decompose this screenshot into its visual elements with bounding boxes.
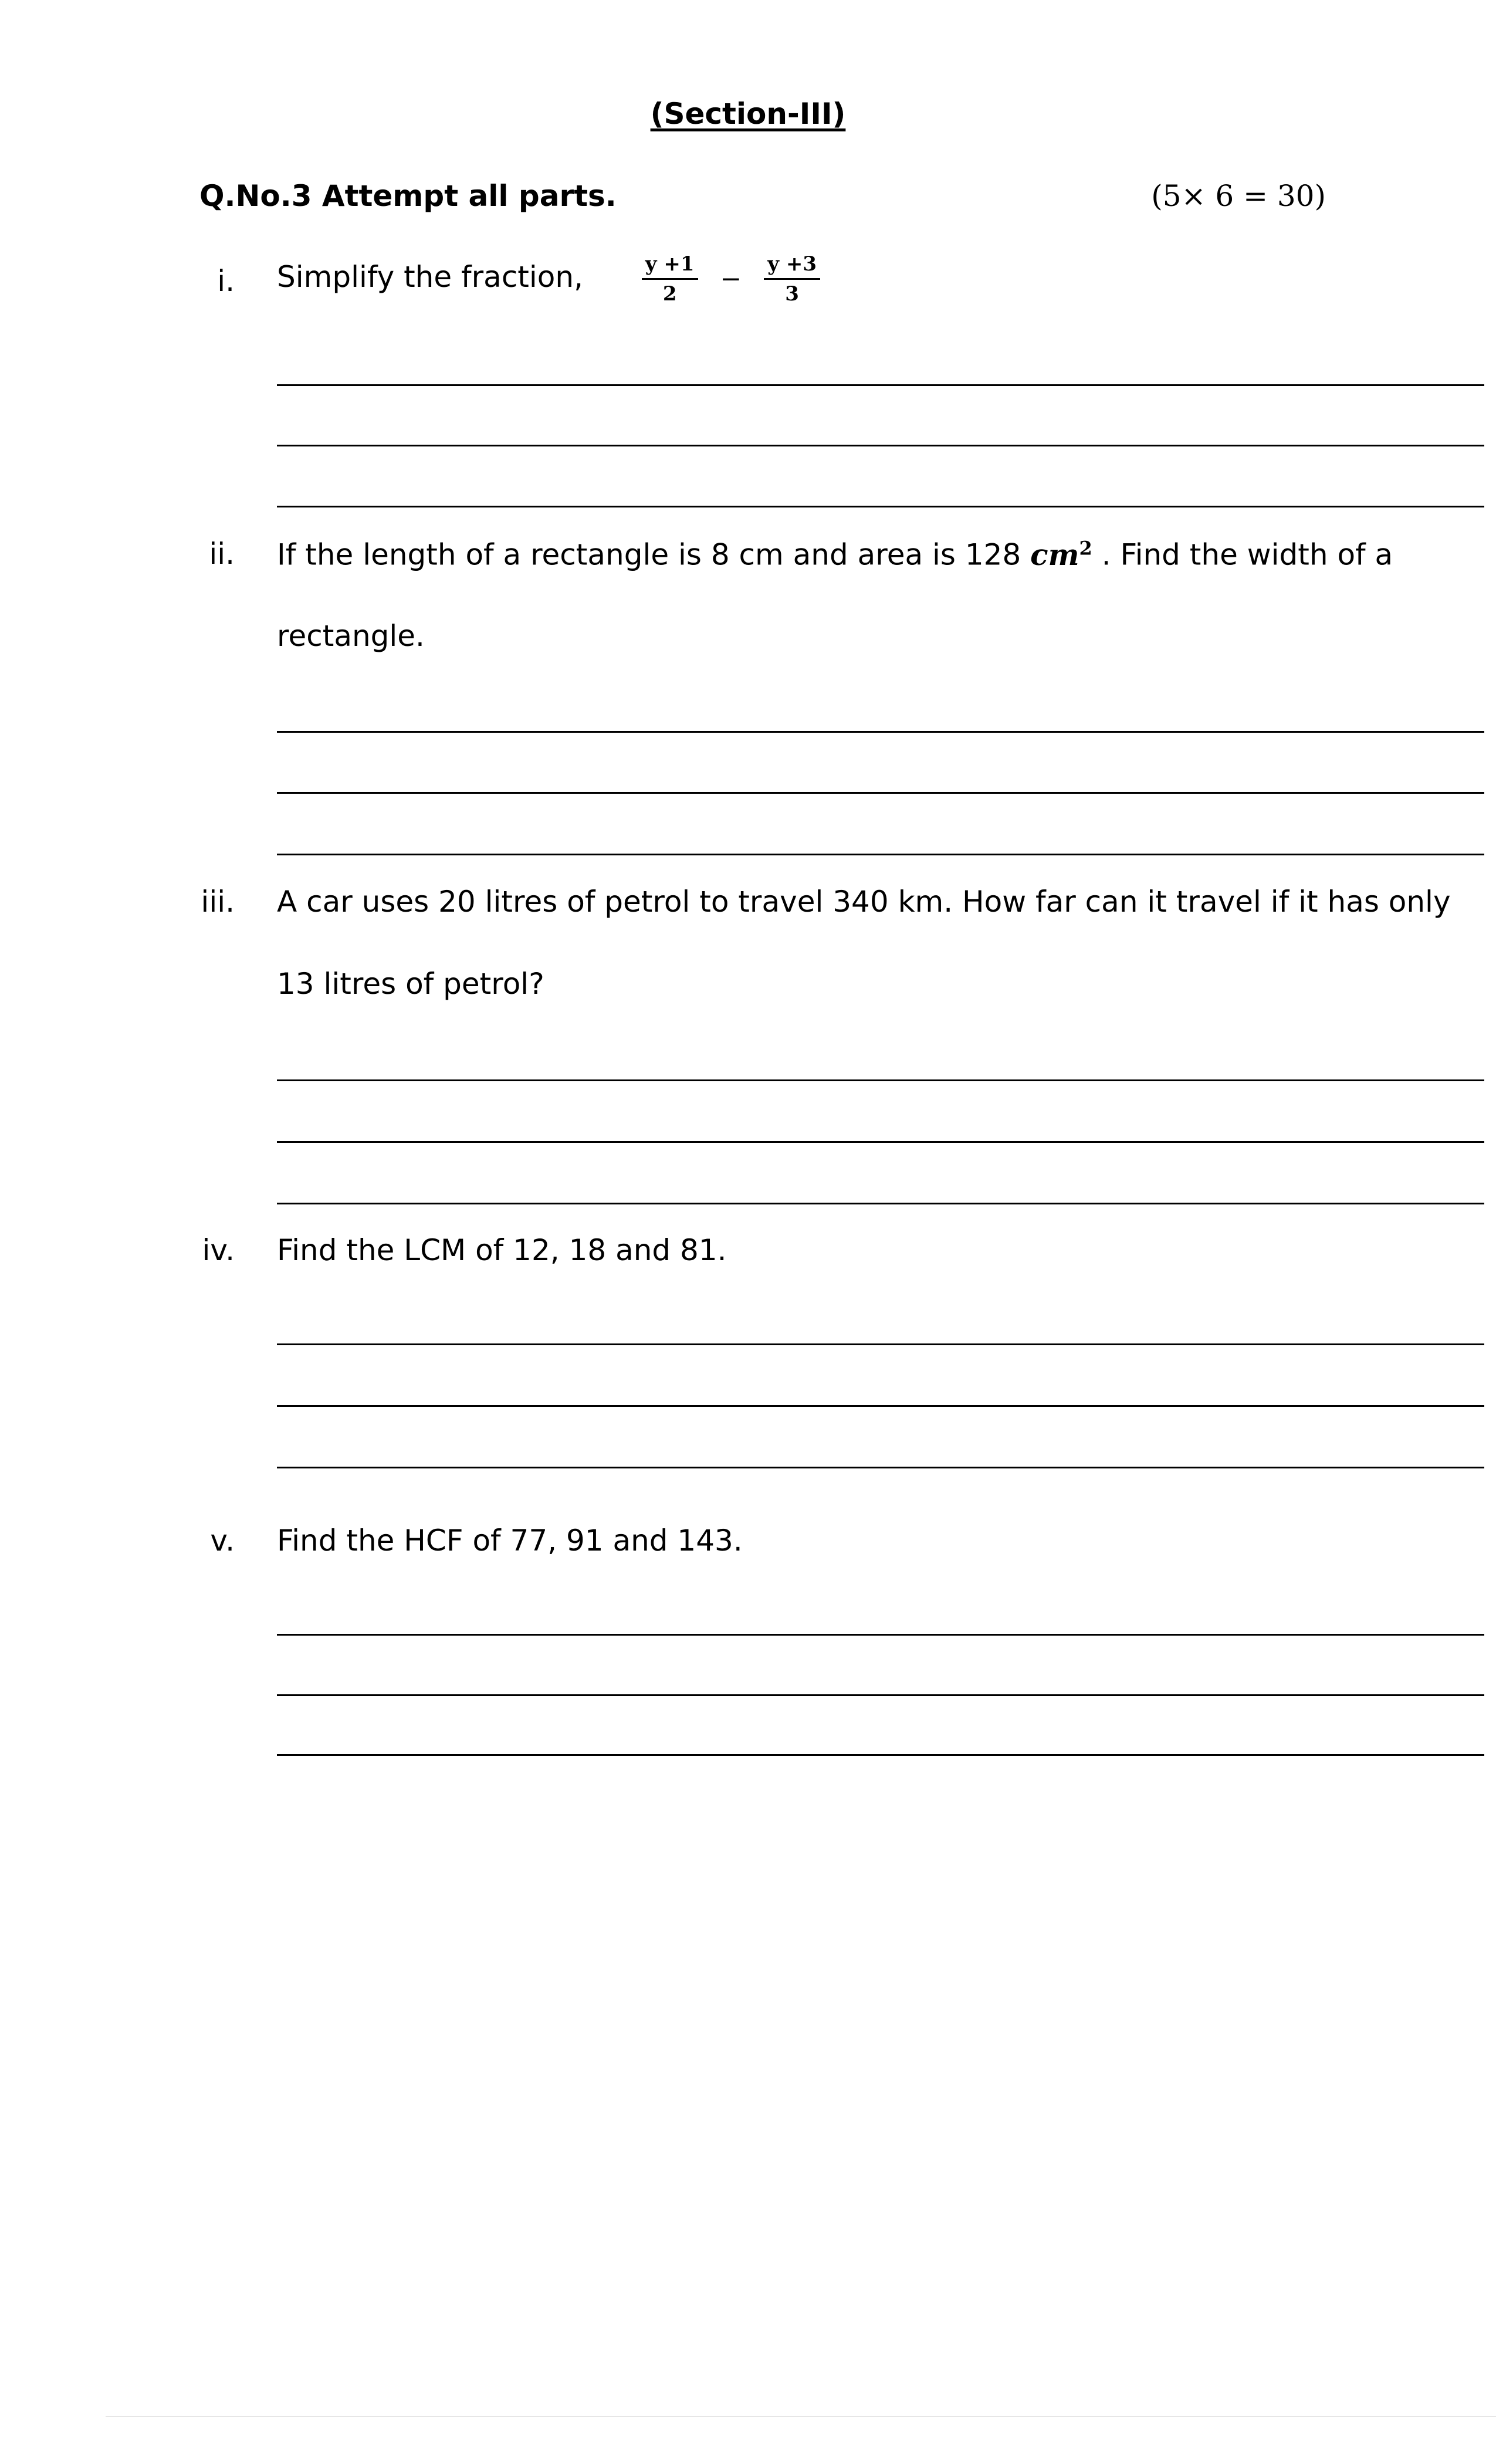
answer-line[interactable] <box>277 1634 1484 1636</box>
part-numeral: ii. <box>209 537 235 571</box>
part-i-question <box>277 252 825 306</box>
part-ii-line-1 <box>277 537 1393 572</box>
answer-line[interactable] <box>277 1467 1484 1468</box>
fraction-one <box>642 252 698 306</box>
answer-line[interactable] <box>277 384 1484 386</box>
answer-line[interactable] <box>277 1343 1484 1345</box>
answer-line[interactable] <box>277 731 1484 733</box>
minus-operator: − <box>720 264 742 294</box>
fraction-two <box>764 252 820 306</box>
fraction-two-numerator: y +3 <box>764 252 820 280</box>
answer-line[interactable] <box>277 1405 1484 1407</box>
part-numeral: i. <box>217 264 235 298</box>
fraction-one-numerator: y +1 <box>642 252 698 280</box>
answer-line[interactable] <box>277 1754 1484 1756</box>
section-title: (Section-III) <box>650 97 846 131</box>
answer-line[interactable] <box>277 445 1484 446</box>
part-numeral: iv. <box>202 1233 235 1267</box>
question-heading: Q.No.3 Attempt all parts. <box>199 179 617 213</box>
marks-allocation: (5× 6 = 30) <box>1151 179 1326 213</box>
answer-line[interactable] <box>277 792 1484 794</box>
answer-line[interactable] <box>277 854 1484 855</box>
answer-line[interactable] <box>277 1203 1484 1204</box>
unit-label: cm <box>1030 537 1079 572</box>
part-ii-text-b: . Find the width of a <box>1092 537 1393 572</box>
unit-cm <box>1030 537 1092 572</box>
part-v-question: Find the HCF of 77, 91 and 143. <box>277 1524 743 1558</box>
page-footer-divider <box>106 2416 1496 2417</box>
answer-line[interactable] <box>277 1079 1484 1081</box>
part-ii-line-2: rectangle. <box>277 619 425 653</box>
part-iii-line-1: A car uses 20 litres of petrol to travel 340 km. How far can it travel if it has only <box>277 885 1451 919</box>
answer-line[interactable] <box>277 506 1484 507</box>
fraction-two-denominator: 3 <box>785 282 799 306</box>
part-numeral: iii. <box>201 885 235 919</box>
part-numeral: v. <box>210 1524 235 1558</box>
part-i-text: Simplify the fraction, <box>277 260 583 294</box>
unit-power: 2 <box>1079 537 1092 559</box>
part-ii-text-a: If the length of a rectangle is 8 cm and area is 128 <box>277 537 1031 572</box>
part-iv-question: Find the LCM of 12, 18 and 81. <box>277 1233 727 1267</box>
answer-line[interactable] <box>277 1141 1484 1143</box>
fraction-one-denominator: 2 <box>662 282 677 306</box>
answer-line[interactable] <box>277 1694 1484 1696</box>
part-iii-line-2: 13 litres of petrol? <box>277 967 544 1001</box>
